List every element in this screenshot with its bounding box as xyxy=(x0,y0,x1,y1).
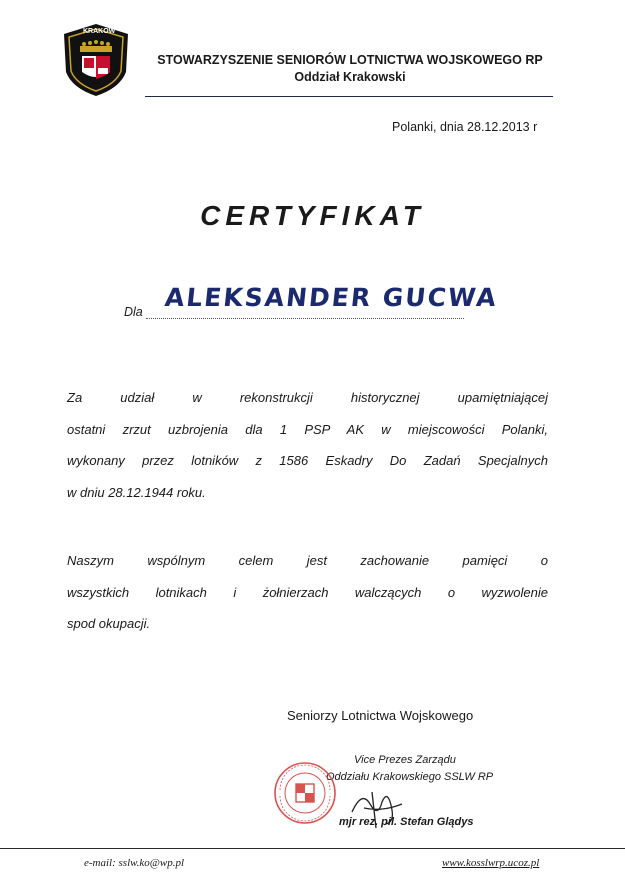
footer-website-link[interactable]: www.kosslwrp.ucoz.pl xyxy=(442,857,540,869)
footer-divider xyxy=(0,848,625,849)
paragraph-line: wszystkich lotnikach i żołnierzach walczących o wyzwolenie xyxy=(67,584,548,600)
logo-text: KRAKÓW xyxy=(83,28,116,35)
signer-branch: Oddziału Krakowskiego SSLW RP xyxy=(326,771,494,783)
paragraph-line: ostatni zrzut uzbrojenia dla 1 PSP AK w miejscowości Polanki, xyxy=(67,421,548,437)
paragraph-line: Za udział w rekonstrukcji historycznej upamiętniającej xyxy=(67,390,548,405)
organization-branch: Oddział Krakowski xyxy=(294,70,406,84)
recipient-dotted-line xyxy=(146,318,464,319)
citation-paragraph xyxy=(67,382,548,508)
footer-email[interactable]: e-mail: sslw.ko@wp.pl xyxy=(84,857,185,869)
signer-name: mjr rez. pil. Stefan Glądys xyxy=(339,816,474,828)
paragraph-line: spod okupacji. xyxy=(67,616,151,631)
paragraph-line: Naszym wspólnym celem jest zachowanie pamięci o xyxy=(67,553,548,568)
certificate-title: CERTYFIKAT xyxy=(200,200,425,231)
organization-logo-emblem xyxy=(60,22,132,98)
recipient-name-handwritten: ALEKSANDER GUCWA xyxy=(163,283,500,312)
recipient-prefix: Dla xyxy=(124,305,143,319)
signer-role: Vice Prezes Zarządu xyxy=(354,754,456,766)
paragraph-line: wykonany przez lotników z 1586 Eskadry Do Zadań Specjalnych xyxy=(67,453,548,468)
header-divider xyxy=(145,96,553,97)
official-stamp xyxy=(272,760,338,826)
mission-paragraph xyxy=(67,545,548,640)
paragraph-line: w dniu 28.12.1944 roku. xyxy=(67,484,206,500)
issuing-organization: Seniorzy Lotnictwa Wojskowego xyxy=(287,708,474,723)
place-and-date: Polanki, dnia 28.12.2013 r xyxy=(392,120,538,134)
organization-name: STOWARZYSZENIE SENIORÓW LOTNICTWA WOJSKOWEGO RP xyxy=(157,53,543,67)
